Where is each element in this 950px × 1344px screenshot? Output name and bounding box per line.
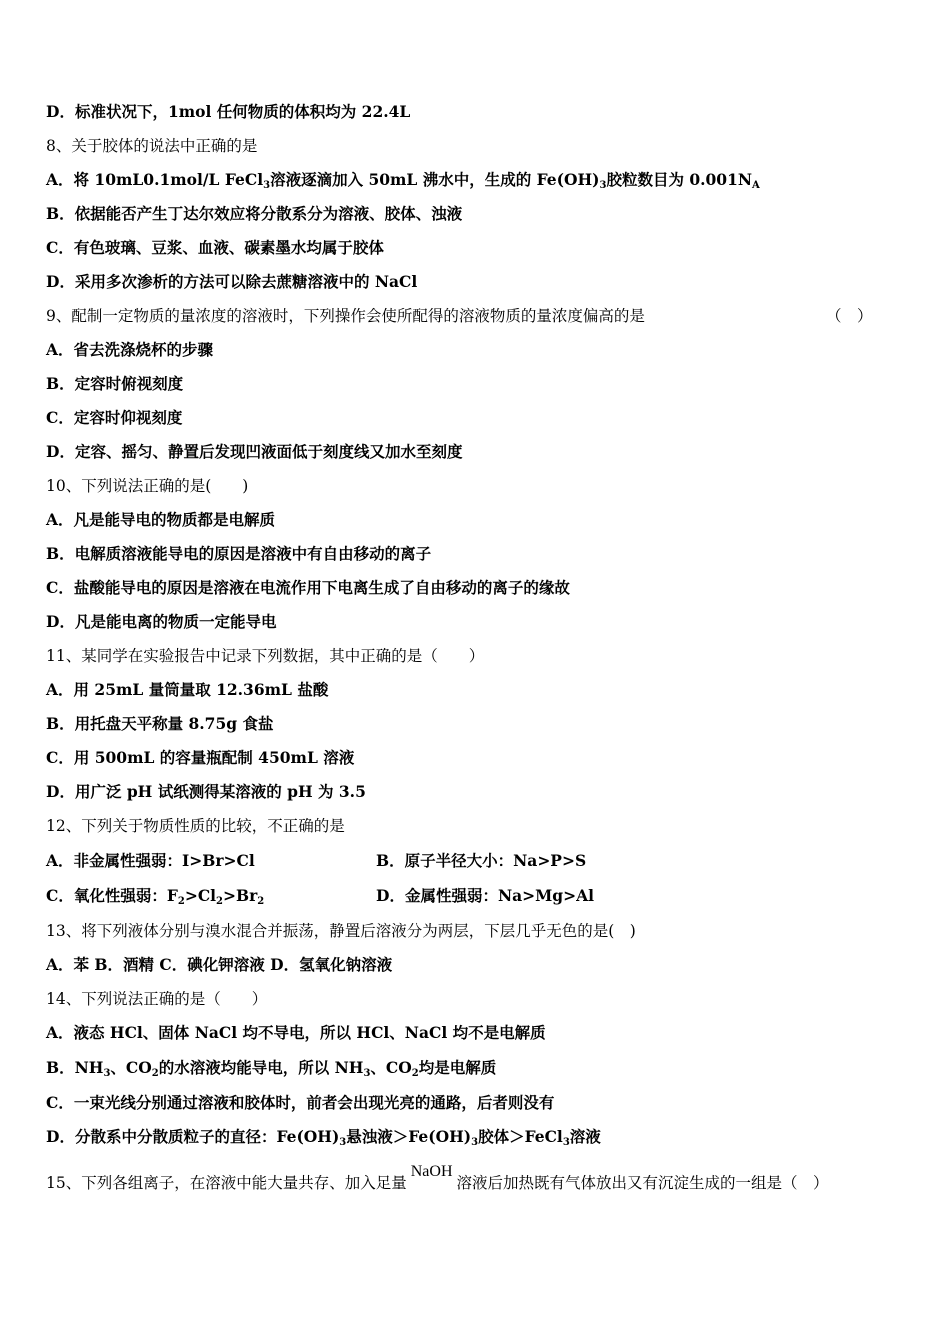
option-text-part: 、CO xyxy=(110,1058,152,1077)
option-label: C． xyxy=(46,748,74,767)
option-label: C． xyxy=(46,238,74,257)
option-text: 依据能否产生丁达尔效应将分散系分为溶液、胶体、浊液 xyxy=(74,204,463,223)
question-text: 配制一定物质的量浓度的溶液时，下列操作会使所配得的溶液物质的量浓度偏高的是 xyxy=(71,307,645,325)
answer-blank: （ ） xyxy=(826,307,873,325)
naoh-formula: NaOH xyxy=(410,1163,453,1180)
q12-options-row-1 xyxy=(46,849,906,873)
option-label: A． xyxy=(46,680,74,699)
option-text-part: 胶粒数目为 0.001N xyxy=(606,170,753,189)
question-number: 12、 xyxy=(46,817,82,835)
option-label: A． xyxy=(46,1023,74,1042)
option-text: 有色玻璃、豆浆、血液、碳素墨水均属于胶体 xyxy=(73,238,384,257)
question-number: 11、 xyxy=(46,647,82,665)
option-text: 凡是能电离的物质一定能导电 xyxy=(74,612,277,631)
q9-option-d xyxy=(46,440,462,464)
question-text: 某同学在实验报告中记录下列数据，其中正确的是（ ） xyxy=(81,647,485,665)
option-text: 用 500mL 的容量瓶配制 450mL 溶液 xyxy=(73,748,355,767)
q8-option-c xyxy=(46,236,384,260)
option-text: 金属性强弱：Na>Mg>Al xyxy=(404,886,595,905)
question-number: 13、 xyxy=(46,922,82,940)
q12-options-row-2 xyxy=(46,884,906,908)
subscript: 3 xyxy=(562,1137,570,1148)
option-text: 用 25mL 量筒量取 12.36mL 盐酸 xyxy=(73,680,329,699)
question-number: 9、 xyxy=(46,307,72,325)
option-label: A． xyxy=(46,340,74,359)
option-text-part: 分散系中分散质粒子的直径：Fe(OH) xyxy=(74,1127,340,1146)
option-text-part: 悬浊液＞Fe(OH) xyxy=(346,1127,472,1146)
option-text-part: 氧化性强弱：F xyxy=(73,886,178,905)
question-number: 14、 xyxy=(46,990,82,1008)
option-text: 苯 B．酒精 C．碘化钾溶液 D．氢氧化钠溶液 xyxy=(73,955,393,974)
q10-option-b xyxy=(46,542,431,566)
question-text: 下列关于物质性质的比较，不正确的是 xyxy=(81,817,345,835)
option-label: D． xyxy=(46,612,75,631)
option-label: B． xyxy=(376,851,405,870)
question-number: 10、 xyxy=(46,477,82,495)
subscript: 2 xyxy=(151,1068,159,1079)
subscript: 3 xyxy=(339,1137,347,1148)
q10-option-c xyxy=(46,576,570,600)
option-text-part: 溶液 xyxy=(569,1127,601,1146)
q14-option-c xyxy=(46,1091,554,1115)
option-text: 非金属性强弱：I>Br>Cl xyxy=(73,851,255,870)
question-text-part: 溶液后加热既有气体放出又有沉淀生成的一组是（ ） xyxy=(456,1174,829,1192)
option-text: 电解质溶液能导电的原因是溶液中有自由移动的离子 xyxy=(74,544,432,563)
question-text: 关于胶体的说法中正确的是 xyxy=(71,137,258,155)
option-label: D． xyxy=(46,272,75,291)
option-label: B． xyxy=(46,544,75,563)
option-text: 定容、摇匀、静置后发现凹液面低于刻度线又加水至刻度 xyxy=(74,442,463,461)
q9-option-b xyxy=(46,372,183,396)
option-label: C． xyxy=(46,1093,74,1112)
question-9 xyxy=(46,304,906,328)
subscript: 3 xyxy=(103,1068,111,1079)
option-text-part: 的水溶液均能导电，所以 NH xyxy=(158,1058,364,1077)
q14-option-a xyxy=(46,1021,546,1045)
q8-option-a xyxy=(46,168,760,192)
q9-option-c xyxy=(46,406,182,430)
option-text: 液态 HCl、固体 NaCl 均不导电，所以 HCl、NaCl 均不是电解质 xyxy=(73,1023,546,1042)
question-text: 下列说法正确的是（ ） xyxy=(81,990,268,1008)
q8-option-d xyxy=(46,270,417,294)
option-label: A． xyxy=(46,510,74,529)
option-label: D． xyxy=(46,1127,75,1146)
subscript: 3 xyxy=(471,1137,479,1148)
q7-option-d xyxy=(46,100,410,124)
option-text-part: 溶液逐滴加入 50mL 沸水中，生成的 Fe(OH) xyxy=(270,170,600,189)
q12-option-b xyxy=(376,849,586,873)
option-text-part: >Cl xyxy=(184,886,217,905)
question-14 xyxy=(46,987,267,1011)
option-text: 定容时仰视刻度 xyxy=(73,408,183,427)
option-label: B． xyxy=(46,204,75,223)
option-text: 省去洗涤烧杯的步骤 xyxy=(73,340,214,359)
q11-option-a xyxy=(46,678,328,702)
q12-option-d xyxy=(376,884,594,908)
question-text-part: 下列各组离子，在溶液中能大量共存、加入足量 xyxy=(81,1174,407,1192)
option-text-part: 均是电解质 xyxy=(418,1058,497,1077)
option-label: B． xyxy=(46,374,75,393)
q14-option-d xyxy=(46,1125,601,1149)
option-text-part: 、CO xyxy=(370,1058,412,1077)
option-text: 用托盘天平称量 8.75g 食盐 xyxy=(74,714,274,733)
q14-option-b xyxy=(46,1056,496,1080)
option-text-part: 胶体＞FeCl xyxy=(478,1127,563,1146)
q11-option-b xyxy=(46,712,274,736)
q12-option-a xyxy=(46,851,255,870)
option-text-part: 将 10mL0.1mol/L FeCl xyxy=(73,170,264,189)
subscript: 2 xyxy=(216,896,224,907)
option-label: C． xyxy=(46,886,74,905)
q11-option-d xyxy=(46,780,366,804)
q9-option-a xyxy=(46,338,213,362)
question-number: 15、 xyxy=(46,1174,82,1192)
option-label: A． xyxy=(46,851,74,870)
option-text: 凡是能导电的物质都是电解质 xyxy=(73,510,276,529)
question-15 xyxy=(46,1163,829,1195)
option-label: A． xyxy=(46,170,74,189)
subscript: 3 xyxy=(263,180,271,191)
option-text-part: >Br xyxy=(223,886,258,905)
option-label: C． xyxy=(46,578,74,597)
q10-option-d xyxy=(46,610,276,634)
q13-options xyxy=(46,953,392,977)
option-label: A． xyxy=(46,955,74,974)
option-label: D． xyxy=(46,442,75,461)
subscript: 3 xyxy=(599,180,607,191)
q12-option-c xyxy=(46,886,264,905)
q11-option-c xyxy=(46,746,354,770)
question-10 xyxy=(46,474,248,498)
question-text: 将下列液体分别与溴水混合并振荡，静置后溶液分为两层，下层几乎无色的是( ) xyxy=(81,922,636,940)
option-text: 原子半径大小：Na>P>S xyxy=(404,851,587,870)
question-8 xyxy=(46,134,257,158)
option-label: D． xyxy=(376,886,405,905)
option-label: D． xyxy=(46,102,75,121)
question-13 xyxy=(46,919,636,943)
question-text: 下列说法正确的是( ) xyxy=(81,477,249,495)
option-text: 一束光线分别通过溶液和胶体时，前者会出现光亮的通路，后者则没有 xyxy=(73,1093,555,1112)
option-label: B． xyxy=(46,1058,75,1077)
option-text: 标准状况下，1mol 任何物质的体积均为 22.4L xyxy=(74,102,411,121)
q10-option-a xyxy=(46,508,275,532)
option-text-part: NH xyxy=(74,1058,104,1077)
question-12 xyxy=(46,814,345,838)
option-label: C． xyxy=(46,408,74,427)
option-text: 用广泛 pH 试纸测得某溶液的 pH 为 3.5 xyxy=(74,782,366,801)
option-text: 采用多次渗析的方法可以除去蔗糖溶液中的 NaCl xyxy=(74,272,418,291)
subscript: 3 xyxy=(363,1068,371,1079)
question-11 xyxy=(46,644,484,668)
option-text: 定容时俯视刻度 xyxy=(74,374,184,393)
question-number: 8、 xyxy=(46,137,72,155)
subscript: 2 xyxy=(411,1068,419,1079)
subscript: A xyxy=(752,180,760,191)
subscript: 2 xyxy=(257,896,265,907)
subscript: 2 xyxy=(177,896,185,907)
option-label: D． xyxy=(46,782,75,801)
option-text: 盐酸能导电的原因是溶液在电流作用下电离生成了自由移动的离子的缘故 xyxy=(73,578,570,597)
q8-option-b xyxy=(46,202,462,226)
option-label: B． xyxy=(46,714,75,733)
